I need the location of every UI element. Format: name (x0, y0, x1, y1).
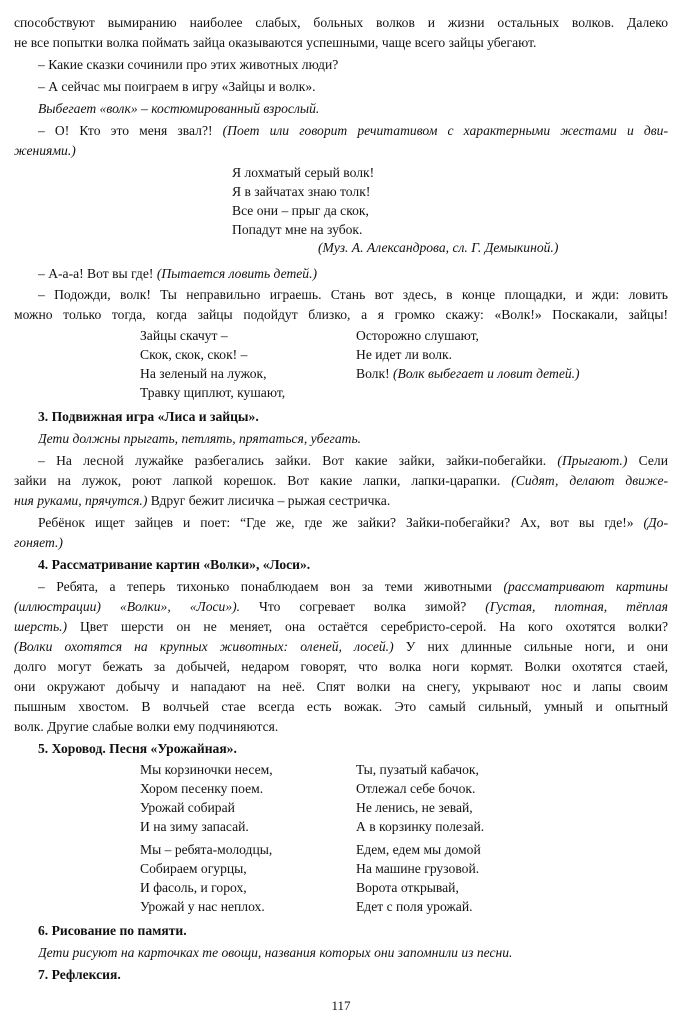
paragraph-line: зайки на лужок, роют лапкой корешок. Вот какие лапки, лапки-царапки. (Сидят, делают движе- (14, 473, 668, 488)
poem-line: Мы – ребята-молодцы, (140, 842, 273, 857)
song-verse-1-right (356, 760, 484, 836)
poem-line: На зеленый на лужок, (140, 366, 267, 381)
stage-direction: Дети рисуют на карточках те овощи, названия которых они запомнили из песни. (38, 945, 513, 960)
section-heading: 3. Подвижная игра «Лиса и зайцы». (38, 409, 259, 424)
poem-line: Урожай собирай (140, 800, 235, 815)
paragraph-line: волк. Другие слабые волки ему подчиняются. (14, 719, 279, 734)
poem-line: Хором песенку поем. (140, 781, 264, 796)
poem-line: Осторожно слушают, (356, 328, 479, 343)
paragraph-line: не все попытки волка поймать зайца оказываются успешными, чаще всего зайцы убегают. (14, 35, 537, 50)
poem-line: А в корзинку полезай. (356, 819, 485, 834)
song-verse-2-right (356, 840, 481, 916)
hares-poem-right (356, 326, 580, 383)
poem-line: Зайцы скачут – (140, 328, 228, 343)
stage-direction: гоняет.) (14, 535, 63, 550)
hares-poem-left (140, 326, 285, 402)
poem-line: На машине грузовой. (356, 861, 480, 876)
poem-line: Все они – прыг да скок, (232, 203, 369, 218)
poem-credit: (Муз. А. Александрова, сл. Г. Демыкиной.) (318, 240, 559, 255)
paragraph-line: пышным хвостом. В волчьей стае всегда есть вожак. Это самый сильный, умный и опытный (14, 699, 668, 714)
paragraph-line: способствуют вымиранию наиболее слабых, больных волков и жизни остальных волков. Далеко (14, 15, 668, 30)
poem-line: Ты, пузатый кабачок, (356, 762, 479, 777)
poem-line: Отлежал себе бочок. (356, 781, 476, 796)
paragraph-line: долго могут бежать за добычей, недаром говорят, что волка ноги кормят. Волки охотятся стаей, (14, 659, 668, 674)
dialogue-line: – Какие сказки сочинили про этих животных люди? (38, 57, 339, 72)
section-heading: 6. Рисование по памяти. (38, 923, 187, 938)
paragraph-line: (иллюстрации) «Волки», «Лоси»). Что согревает волка зимой? (Густая, плотная, тёплая (14, 599, 668, 614)
paragraph-line: можно только тогда, когда зайцы подойдут близко, а я громко скажу: «Волк!» Поскакали, зайцы! (14, 307, 668, 322)
stage-direction: жениями.) (14, 143, 76, 158)
dialogue-line: – Ребята, а теперь тихонько понаблюдаем вон за теми животными (рассматривают картины (38, 579, 668, 594)
poem-line: Едет с поля урожай. (356, 899, 473, 914)
poem-line: Скок, скок, скок! – (140, 347, 248, 362)
dialogue-line: – На лесной лужайке разбегались зайки. Вот какие зайки, зайки-побегайки. (Прыгают.) Сели (38, 453, 668, 468)
paragraph-line: ния руками, прячутся.) Вдруг бежит лисичка – рыжая сестричка. (14, 493, 391, 508)
poem-line: Едем, едем мы домой (356, 842, 481, 857)
section-heading: 4. Рассматривание картин «Волки», «Лоси». (38, 557, 311, 572)
section-heading: 7. Рефлексия. (38, 967, 121, 982)
poem-line: Собираем огурцы, (140, 861, 247, 876)
dialogue-line: – А сейчас мы поиграем в игру «Зайцы и волк». (38, 79, 316, 94)
stage-direction: Выбегает «волк» – костюмированный взрослый. (38, 101, 320, 116)
poem-line: Мы корзиночки несем, (140, 762, 273, 777)
paragraph-line: (Волки охотятся на крупных животных: оленей, лосей.) У них длинные сильные ноги, и они (14, 639, 668, 654)
poem-line: Попадут мне на зубок. (232, 222, 363, 237)
dialogue-line: – О! Кто это меня звал?! (Поет или говорит речитативом с характерными жестами и дви- (38, 123, 668, 138)
poem-line: Ворота открывай, (356, 880, 459, 895)
poem-line: Я лохматый серый волк! (232, 165, 375, 180)
song-verse-2-left (140, 840, 272, 916)
dialogue-line: – А-а-а! Вот вы где! (Пытается ловить детей.) (38, 266, 318, 281)
poem-line: И фасоль, и горох, (140, 880, 247, 895)
poem-line: Не ленись, не зевай, (356, 800, 473, 815)
poem-line: Не идет ли волк. (356, 347, 452, 362)
section-heading: 5. Хоровод. Песня «Урожайная». (38, 741, 237, 756)
song-verse-1-left (140, 760, 273, 836)
paragraph-line: они окружают добычу и нападают на неё. Спят волки на снегу, укрывают нос и лапы своим (14, 679, 668, 694)
poem-line: И на зиму запасай. (140, 819, 249, 834)
paragraph-line: шерсть.) Цвет шерсти он не меняет, она остаётся серебристо-серой. На кого охотятся волки? (14, 619, 668, 634)
wolf-poem (232, 163, 374, 239)
poem-line: Урожай у нас неплох. (140, 899, 265, 914)
stage-direction: Дети должны прыгать, петлять, прятаться, убегать. (38, 431, 362, 446)
paragraph-line: Ребёнок ищет зайцев и поет: “Где же, где же зайки? Зайки-побегайки? Ах, вот вы где!» (До- (38, 515, 668, 530)
poem-line: Я в зайчатах знаю толк! (232, 184, 371, 199)
page-number: 117 (331, 998, 351, 1013)
poem-line: Волк! (Волк выбегает и ловит детей.) (356, 366, 580, 381)
poem-line: Травку щиплют, кушают, (140, 385, 286, 400)
dialogue-line: – Подожди, волк! Ты неправильно играешь. Стань вот здесь, в конце площадки, и жди: ловить (38, 287, 668, 302)
